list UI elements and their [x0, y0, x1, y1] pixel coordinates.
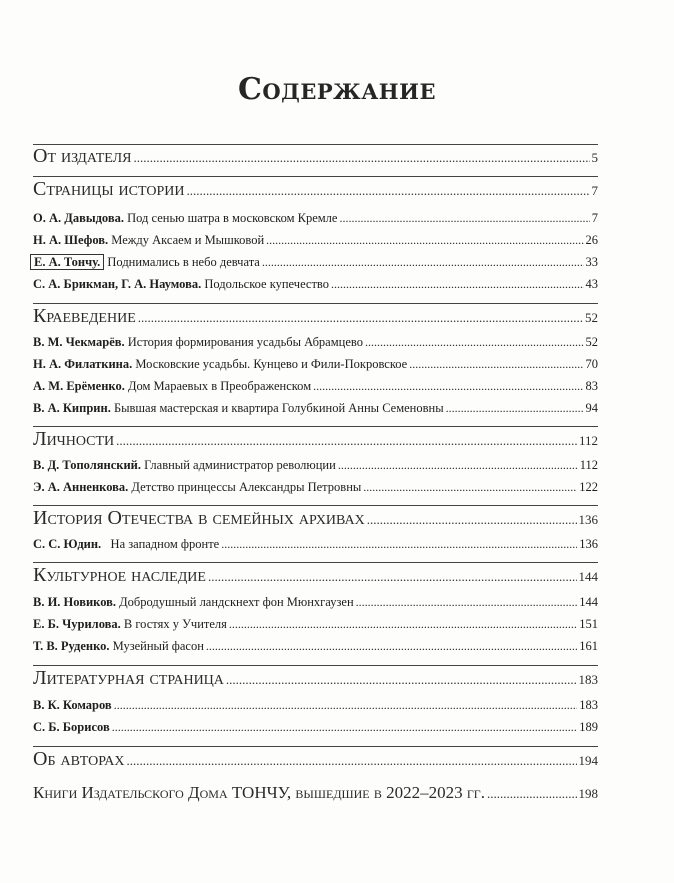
section-title: Книги Издательского Дома ТОНЧУ, вышедшие в 2022–2023 гг. [33, 783, 485, 802]
entry-author-highlighted: Е. А. Тончу. [30, 254, 104, 270]
dot-leader [138, 310, 583, 326]
section-title: Краеведение [33, 305, 136, 327]
entry-author: Э. А. Анненкова. [33, 480, 129, 494]
toc-section[interactable] [33, 145, 598, 168]
toc-entry[interactable] [33, 357, 598, 372]
page-number: 112 [578, 433, 598, 448]
page-number: 52 [585, 335, 598, 349]
entry-title: Музейный фасон [112, 639, 204, 653]
toc-entry[interactable] [33, 233, 598, 248]
toc-section[interactable] [33, 783, 598, 803]
dot-leader [446, 401, 584, 416]
section-rule [33, 303, 598, 304]
entry-author: В. А. Киприн. [33, 401, 111, 415]
section-rule [33, 746, 598, 747]
page-number: 83 [585, 379, 598, 393]
entry-title: Между Аксаем и Мышковой [111, 233, 265, 247]
dot-leader [365, 335, 584, 350]
entry-author: О. А. Давыдова. [33, 211, 124, 225]
section-title: Литературная страница [33, 667, 224, 689]
page-number: 144 [578, 569, 598, 584]
dot-leader [226, 672, 577, 688]
page-number: 7 [591, 211, 598, 225]
dot-leader [133, 150, 589, 166]
dot-leader [262, 255, 584, 270]
page-number: 198 [578, 786, 598, 801]
page-number: 70 [585, 357, 598, 371]
dot-leader [487, 786, 577, 802]
toc-entry[interactable] [33, 617, 598, 632]
section-title: Личности [33, 428, 115, 450]
page-number: 112 [579, 458, 598, 472]
section-rule [33, 426, 598, 427]
toc-section[interactable] [33, 564, 598, 587]
toc-section[interactable] [33, 305, 598, 328]
dot-leader [331, 277, 583, 292]
page-number: 26 [585, 233, 598, 247]
entry-title: Детство принцессы Александры Петровны [131, 480, 362, 494]
dot-leader [186, 183, 589, 199]
entry-author: С. А. Брикман, Г. А. Наумова. [33, 277, 202, 291]
dot-leader [339, 211, 589, 226]
entry-author: Е. Б. Чурилова. [33, 617, 121, 631]
dot-leader [116, 433, 577, 449]
section-rule [33, 562, 598, 563]
page-number: 161 [579, 639, 598, 653]
entry-title: Главный администратор революции [144, 458, 336, 472]
page-number: 136 [578, 512, 598, 527]
toc-section[interactable] [33, 667, 598, 690]
page-number: 194 [578, 753, 598, 768]
toc-entry[interactable] [33, 255, 598, 270]
toc-section[interactable] [33, 748, 598, 771]
entry-author: В. М. Чекмарёв. [33, 335, 125, 349]
dot-leader [221, 537, 577, 552]
section-rule [33, 665, 598, 666]
entry-title: На западном фронте [110, 537, 220, 551]
toc-entry[interactable] [33, 595, 598, 610]
entry-author: Н. А. Шефов. [33, 233, 109, 247]
page-number: 43 [585, 277, 598, 291]
dot-leader [126, 753, 576, 769]
page-number: 189 [579, 720, 598, 734]
section-rule [33, 176, 598, 177]
dot-leader [266, 233, 583, 248]
page-number: 94 [585, 401, 598, 415]
page-number: 52 [585, 310, 598, 325]
dot-leader [356, 595, 578, 610]
dot-leader [409, 357, 583, 372]
section-title: Страницы истории [33, 178, 185, 200]
toc-section[interactable] [33, 178, 598, 201]
entry-author: В. К. Комаров [33, 698, 112, 712]
dot-leader [363, 480, 577, 495]
page-number: 183 [578, 672, 598, 687]
toc-entry[interactable] [33, 720, 598, 735]
page-number: 144 [579, 595, 598, 609]
dot-leader [112, 720, 578, 735]
entry-title: Добродушный ландскнехт фон Мюнхгаузен [119, 595, 354, 609]
entry-author: С. Б. Борисов [33, 720, 110, 734]
page-number: 33 [585, 255, 598, 269]
entry-title: История формирования усадьбы Абрамцево [127, 335, 363, 349]
dot-leader [229, 617, 577, 632]
entry-author: В. Д. Тополянский. [33, 458, 142, 472]
toc-entry[interactable] [33, 211, 598, 226]
toc-section[interactable] [33, 428, 598, 451]
page-number: 136 [579, 537, 598, 551]
dot-leader [338, 458, 578, 473]
entry-author: А. М. Ерёменко. [33, 379, 125, 393]
entry-author: В. И. Новиков. [33, 595, 117, 609]
toc-section[interactable] [33, 507, 598, 530]
entry-author: Н. А. Филаткина. [33, 357, 133, 371]
page-title: Содержание [238, 72, 436, 107]
toc-entry[interactable] [33, 698, 598, 713]
toc-entry[interactable] [33, 335, 598, 350]
entry-author: С. С. Юдин. [33, 537, 102, 551]
toc-entry[interactable] [33, 537, 598, 552]
section-rule [33, 505, 598, 506]
toc-entry[interactable] [33, 480, 598, 495]
dot-leader [114, 698, 578, 713]
page-number: 5 [591, 150, 598, 165]
entry-author: Т. В. Руденко. [33, 639, 110, 653]
dot-leader [208, 569, 577, 585]
toc-entry[interactable] [33, 379, 598, 394]
section-title: Об авторах [33, 748, 125, 770]
entry-title: Бывшая мастерская и квартира Голубкиной Анны Семеновны [113, 401, 444, 415]
toc-entry[interactable] [33, 277, 598, 292]
toc-entry[interactable] [33, 401, 598, 416]
page-number: 122 [579, 480, 598, 494]
page-number: 183 [579, 698, 598, 712]
section-title: История Отечества в семейных архивах [33, 507, 365, 529]
entry-title: Под сенью шатра в московском Кремле [127, 211, 338, 225]
dot-leader [367, 512, 577, 528]
toc-entry[interactable] [33, 458, 598, 473]
entry-title: Подольское купечество [204, 277, 330, 291]
toc-entry[interactable] [33, 639, 598, 654]
page-number: 151 [579, 617, 598, 631]
entry-title: В гостях у Учителя [123, 617, 227, 631]
dot-leader [313, 379, 583, 394]
entry-title: Дом Мараевых в Преображенском [127, 379, 312, 393]
dot-leader [206, 639, 577, 654]
section-title: От издателя [33, 145, 132, 167]
page-number: 7 [591, 183, 598, 198]
entry-title: Поднимались в небо девчата [107, 255, 260, 269]
entry-title: Московские усадьбы. Кунцево и Фили-Покровское [135, 357, 408, 371]
section-title: Культурное наследие [33, 564, 206, 586]
